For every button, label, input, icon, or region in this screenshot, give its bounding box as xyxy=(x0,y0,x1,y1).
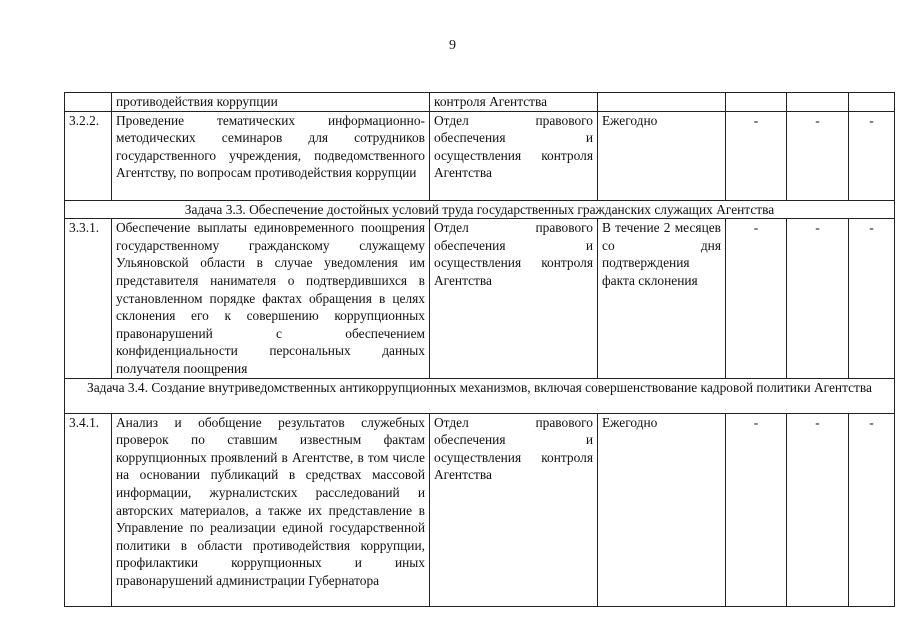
measure-cell: противодействия коррупции xyxy=(112,93,430,112)
value-cell: - xyxy=(726,219,787,378)
number-cell xyxy=(65,93,112,112)
value-cell xyxy=(849,93,895,112)
task-heading: Задача 3.3. Обеспечение достойных условий труда государственных гражданских служащих Агентства xyxy=(65,200,895,219)
value-cell: - xyxy=(787,111,849,200)
deadline-cell: Ежегодно xyxy=(598,111,726,200)
table-row xyxy=(65,111,895,200)
measure-cell: Обеспечение выплаты единовременного поощрения государственному гражданскому служащему Ульяновской области в случае уведомления им представителя нанимателя о подтвердившихся в установленном порядке фактах обращения в целях склонения его к совершению коррупционных правонарушений с обеспечением конфиденциальности персональных данных получателя поощрения xyxy=(112,219,430,378)
deadline-cell: Ежегодно xyxy=(598,413,726,606)
value-cell: - xyxy=(849,413,895,606)
task-row xyxy=(65,200,895,219)
item-number: 3.2.2. xyxy=(65,111,112,200)
executor-cell: Отдел правового обеспечения и осуществления контроля Агентства xyxy=(430,413,598,606)
measure-cell: Проведение тематических информационно-методических семинаров для сотрудников государственного учреждения, подведомственного Агентству, по вопросам противодействия коррупции xyxy=(112,111,430,200)
executor-cell: Отдел правового обеспечения и осуществления контроля Агентства xyxy=(430,219,598,378)
value-cell xyxy=(787,93,849,112)
task-row xyxy=(65,378,895,413)
value-cell: - xyxy=(787,219,849,378)
table-row xyxy=(65,219,895,378)
executor-cell: Отдел правового обеспечения и осуществления контроля Агентства xyxy=(430,111,598,200)
value-cell xyxy=(726,93,787,112)
deadline-cell xyxy=(598,93,726,112)
executor-cell: контроля Агентства xyxy=(430,93,598,112)
value-cell: - xyxy=(787,413,849,606)
table-row xyxy=(65,413,895,606)
page-number: 9 xyxy=(449,38,456,53)
measure-cell: Анализ и обобщение результатов служебных проверок по ставшим известным фактам коррупционных проявлений в Агентстве, в том числе на основании публикаций в средствах массовой информации, журналистских расследований и авторских материалов, а также их представление в Управление по реализации единой государственной политики в области противодействия коррупции, профилактики коррупционных и иных правонарушений администрации Губернатора xyxy=(112,413,430,606)
item-number: 3.3.1. xyxy=(65,219,112,378)
table-row-continuation xyxy=(65,93,895,112)
measures-table xyxy=(64,92,895,607)
value-cell: - xyxy=(849,219,895,378)
value-cell: - xyxy=(726,413,787,606)
deadline-cell: В течение 2 месяцев со дня подтверждения факта склонения xyxy=(598,219,726,378)
value-cell: - xyxy=(849,111,895,200)
task-heading: Задача 3.4. Создание внутриведомственных антикоррупционных механизмов, включая совершенствование кадровой политики Агентства xyxy=(65,378,895,413)
value-cell: - xyxy=(726,111,787,200)
item-number: 3.4.1. xyxy=(65,413,112,606)
